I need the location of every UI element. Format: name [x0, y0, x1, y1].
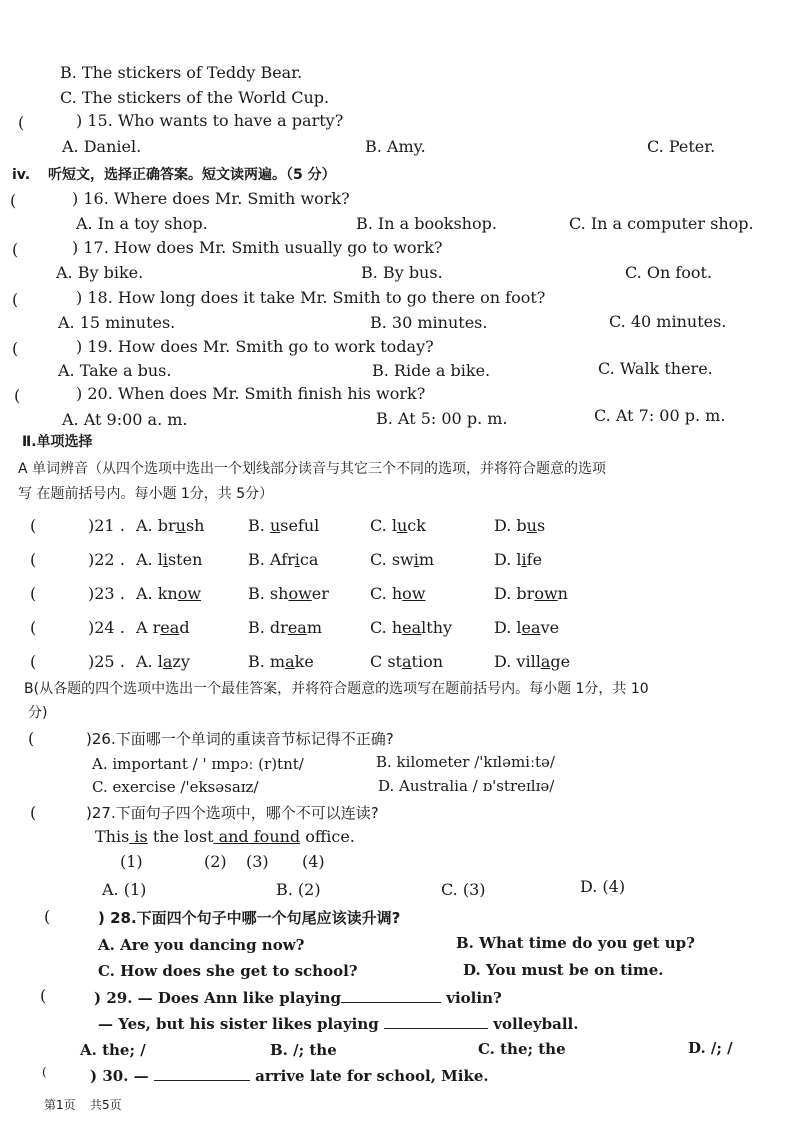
word-part: ca [299, 550, 319, 569]
section-iv-title: 听短文，选择正确答案。短文读两遍。（5 分） [48, 167, 336, 183]
q24-option-c [370, 618, 452, 638]
q27-stem: )27.下面句子四个选项中，哪个不可以连读? [86, 804, 379, 822]
q19-stem: ) 19. How does Mr. Smith go to work today? [76, 337, 434, 356]
q28-stem: ) 28.下面四个句子中哪一个句尾应该读升调? [98, 909, 401, 927]
q26-option-c: C. exercise /'eksəsaɪz/ [92, 778, 259, 796]
q27-option-a: A. (1) [102, 880, 147, 899]
q29-stem [94, 988, 502, 1008]
q21-option-a [136, 516, 204, 536]
underlined-letters: ea [402, 618, 422, 637]
q27-word: is [129, 827, 148, 846]
q24-option-a [136, 618, 190, 638]
word-part: D. b [494, 516, 527, 535]
q27-word: and [213, 827, 249, 846]
underlined-letters: ow [288, 584, 312, 603]
word-part: A r [136, 618, 161, 637]
answer-paren: ( [42, 1065, 47, 1079]
q20-option-c: C. At 7: 00 p. m. [594, 406, 726, 425]
word-part: n [557, 584, 568, 603]
word-part: sten [167, 550, 203, 569]
q17-option-c: C. On foot. [625, 263, 713, 282]
underlined-letters: i [521, 550, 527, 569]
underlined-letters: a [401, 652, 412, 671]
word-part: D. l [494, 618, 522, 637]
q29-option-d: D. /; / [688, 1039, 733, 1057]
q22-option-c [370, 550, 434, 570]
word-part: ck [407, 516, 426, 535]
q30-stem-end: arrive late for school, Mike. [255, 1067, 489, 1085]
word-part: fe [526, 550, 543, 569]
q23-option-a [136, 584, 201, 604]
underlined-letters: i [413, 550, 419, 569]
word-part: ge [550, 652, 571, 671]
q26-option-a: A. important / ' ɪmpɔː (r)tnt/ [92, 755, 304, 773]
section-iv-number: iv. [12, 167, 31, 183]
q22-option-b [248, 550, 318, 570]
q27-mark-3: (3) [246, 852, 269, 871]
underlined-letters: i [294, 550, 300, 569]
word-part: ke [294, 652, 314, 671]
word-part: B. Afr [248, 550, 295, 569]
q27-option-b: B. (2) [276, 880, 321, 899]
q26-stem: )26.下面哪一个单词的重读音节标记得不正确? [86, 730, 394, 748]
word-part: tion [411, 652, 443, 671]
word-part: B. m [248, 652, 286, 671]
answer-paren: ( [30, 550, 37, 569]
word-part: er [311, 584, 329, 603]
q29-blank-1[interactable] [341, 988, 441, 1003]
underlined-letters: i [162, 550, 168, 569]
q25-option-c [370, 652, 443, 672]
q23-option-d [494, 584, 568, 604]
answer-paren: ( [12, 290, 19, 309]
word-part: C. h [370, 584, 403, 603]
underlined-letters: a [540, 652, 551, 671]
q30-stem-text: ) 30. — [90, 1067, 149, 1085]
underlined-letters: u [396, 516, 408, 535]
underlined-letters: u [269, 516, 281, 535]
underlined-letters: a [162, 652, 173, 671]
q27-mark-4: (4) [302, 852, 325, 871]
q26-option-b: B. kilometer /'kɪləmiːtə/ [376, 753, 555, 771]
q29-blank-2[interactable] [384, 1014, 488, 1029]
q18-option-c: C. 40 minutes. [609, 312, 727, 331]
q22-option-a [136, 550, 202, 570]
q27-word: office. [300, 827, 355, 846]
q24-number: )24 . [88, 618, 125, 637]
q18-option-a: A. 15 minutes. [58, 313, 176, 332]
q22-option-d [494, 550, 542, 570]
q25-number: )25 . [88, 652, 125, 671]
q23-option-b [248, 584, 329, 604]
q15-option-b: B. Amy. [365, 137, 426, 156]
q17-option-a: A. By bike. [56, 263, 144, 282]
underlined-letters: ow [177, 584, 202, 603]
answer-paren: ( [30, 652, 37, 671]
word-part: B. dr [248, 618, 288, 637]
page-number: 第1页 [44, 1098, 76, 1112]
answer-paren: ( [12, 339, 19, 358]
q27-word: the lost [147, 827, 214, 846]
section-2-title: Ⅱ.单项选择 [22, 434, 93, 450]
word-part: B. [248, 516, 270, 535]
q29-reply-text: — Yes, but his sister likes playing [98, 1015, 379, 1033]
q27-option-d: D. (4) [580, 877, 626, 896]
q29-stem-text: ) 29. — Does Ann like playing [94, 989, 342, 1007]
q16-option-c: C. In a computer shop. [569, 214, 754, 233]
word-part: d [179, 618, 190, 637]
word-part: ve [540, 618, 560, 637]
underlined-letters: ea [521, 618, 541, 637]
word-part: C. sw [370, 550, 414, 569]
word-part: A. kn [136, 584, 178, 603]
q20-stem: ) 20. When does Mr. Smith finish his work? [76, 384, 426, 403]
q17-stem: ) 17. How does Mr. Smith usually go to work? [72, 238, 443, 257]
answer-paren: ( [30, 584, 37, 603]
q21-number: )21 . [88, 516, 125, 535]
answer-paren: ( [10, 191, 17, 210]
q14-option-c: C. The stickers of the World Cup. [60, 88, 330, 107]
answer-paren: ( [18, 113, 25, 132]
q28-option-a: A. Are you dancing now? [98, 936, 305, 954]
q16-option-b: B. In a bookshop. [356, 214, 497, 233]
underlined-letters: ea [160, 618, 180, 637]
word-part: A. l [136, 652, 163, 671]
word-part: m [306, 618, 323, 637]
underlined-letters: u [526, 516, 537, 535]
q14-option-b: B. The stickers of Teddy Bear. [60, 63, 303, 82]
q19-option-a: A. Take a bus. [58, 361, 172, 380]
q27-sentence [95, 827, 355, 847]
underlined-letters: u [175, 516, 186, 535]
q21-option-c [370, 516, 426, 536]
word-part: lthy [421, 618, 453, 637]
q26-option-d: D. Australia / ɒ'streɪlɪə/ [378, 777, 555, 795]
q28-option-d: D. You must be on time. [463, 961, 664, 979]
answer-paren: ( [30, 516, 37, 535]
word-part: A. l [136, 550, 163, 569]
word-part: B. sh [248, 584, 289, 603]
answer-paren: ( [14, 386, 21, 405]
underlined-letters: ow [402, 584, 426, 603]
q20-option-a: A. At 9:00 a. m. [62, 410, 188, 429]
q23-number: )23 . [88, 584, 125, 603]
word-part: C. l [370, 516, 397, 535]
q23-option-c [370, 584, 425, 604]
q29-option-c: C. the; the [478, 1040, 566, 1058]
q28-option-c: C. How does she get to school? [98, 962, 358, 980]
q22-number: )22 . [88, 550, 125, 569]
word-part: C. h [370, 618, 403, 637]
answer-paren: ( [30, 803, 37, 822]
q29-option-b: B. /; the [270, 1041, 337, 1059]
q27-mark-1: (1) [120, 852, 143, 871]
underlined-letters: ea [287, 618, 307, 637]
word-part: A. br [136, 516, 176, 535]
part-a-instructions-cont: 写 在题前括号内。每小题 1分，共 5分） [18, 486, 274, 502]
q28-option-b: B. What time do you get up? [456, 934, 695, 952]
q24-option-d [494, 618, 559, 638]
q27-mark-2: (2) [204, 852, 227, 871]
q27-word: found [248, 827, 301, 846]
q18-option-b: B. 30 minutes. [370, 313, 488, 332]
answer-paren: ( [12, 240, 19, 259]
word-part: sh [185, 516, 205, 535]
part-a-instructions: A 单词辨音（从四个选项中选出一个划线部分读音与其它三个不同的选项，并将符合题意的选项 [18, 461, 607, 477]
q25-option-a [136, 652, 190, 672]
q30-stem [90, 1066, 489, 1086]
q19-option-c: C. Walk there. [598, 359, 713, 378]
q17-option-b: B. By bus. [361, 263, 443, 282]
q18-stem: ) 18. How long does it take Mr. Smith to go there on foot? [76, 288, 546, 307]
q25-option-b [248, 652, 314, 672]
answer-paren: ( [28, 729, 35, 748]
word-part: seful [280, 516, 320, 535]
q24-option-b [248, 618, 322, 638]
q29-reply [98, 1014, 578, 1034]
answer-paren: ( [30, 618, 37, 637]
underlined-letters: a [285, 652, 295, 671]
q15-option-a: A. Daniel. [62, 137, 142, 156]
q27-option-c: C. (3) [441, 880, 486, 899]
q15-stem: ) 15. Who wants to have a party? [76, 111, 344, 130]
q21-option-b [248, 516, 319, 536]
word-part: D. vill [494, 652, 541, 671]
q29-option-a: A. the; / [80, 1041, 146, 1059]
q16-stem: ) 16. Where does Mr. Smith work? [72, 189, 350, 208]
q20-option-b: B. At 5: 00 p. m. [376, 409, 508, 428]
q30-blank[interactable] [154, 1066, 250, 1081]
q21-option-d [494, 516, 545, 536]
q25-option-d [494, 652, 570, 672]
part-b-instructions: B(从各题的四个选项中选出一个最佳答案，并将符合题意的选项写在题前括号内。每小题 1分，共 10 [24, 681, 649, 697]
word-part: s [536, 516, 546, 535]
part-b-instructions-cont: 分) [28, 705, 48, 721]
word-part: m [418, 550, 435, 569]
q29-reply-end: volleyball. [493, 1015, 579, 1033]
q15-option-c: C. Peter. [647, 137, 716, 156]
answer-paren: ( [40, 986, 47, 1005]
q16-option-a: A. In a toy shop. [76, 214, 208, 233]
underlined-letters: ow [534, 584, 558, 603]
page-total: 共5页 [90, 1098, 122, 1112]
answer-paren: ( [44, 907, 51, 926]
q29-stem-end: violin? [446, 989, 502, 1007]
word-part: D. l [494, 550, 522, 569]
word-part: C st [370, 652, 402, 671]
word-part: zy [172, 652, 190, 671]
q27-word: This [95, 827, 130, 846]
q19-option-b: B. Ride a bike. [372, 361, 491, 380]
word-part: D. br [494, 584, 535, 603]
